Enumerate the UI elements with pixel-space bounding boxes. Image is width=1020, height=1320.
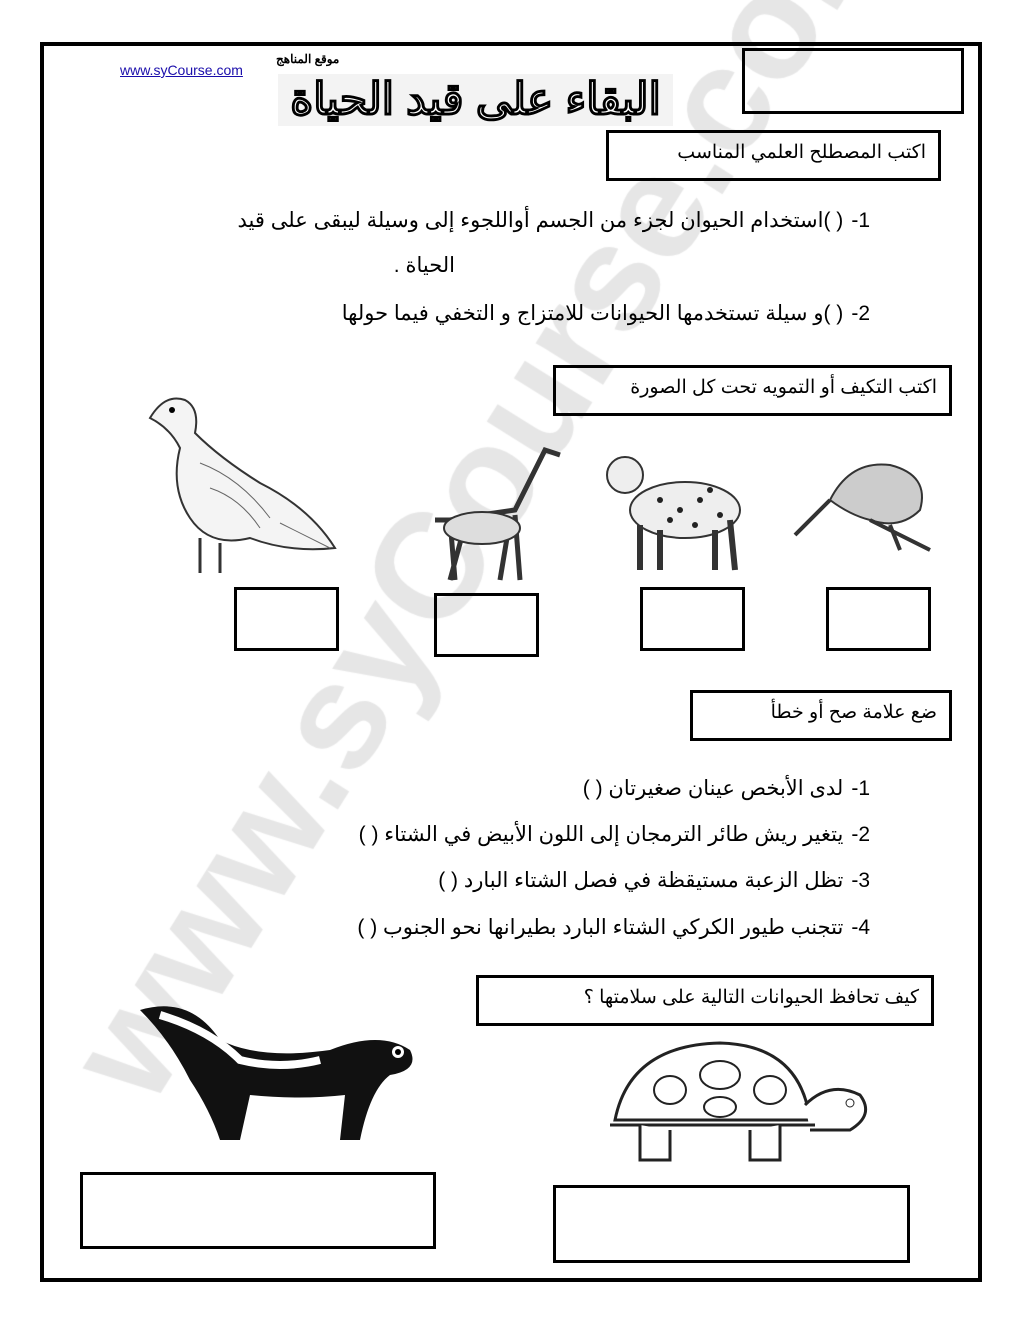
tf-item-4[interactable]	[357, 915, 870, 940]
answer-blank[interactable]: ( )	[823, 302, 844, 325]
item-number: 3-	[851, 869, 870, 892]
ptarmigan-image	[140, 388, 340, 580]
site-link[interactable]: www.syCourse.com	[120, 62, 243, 78]
item-text: تظل الزعبة مستيقظة في فصل الشتاء البارد ( )	[438, 869, 844, 892]
answer-blank[interactable]: ( )	[823, 209, 844, 232]
tf-item-3[interactable]	[438, 868, 870, 893]
term-item-1-continuation	[394, 253, 455, 278]
turtle-image	[600, 1035, 880, 1175]
tf-item-1[interactable]	[583, 776, 870, 801]
answer-box-turtle[interactable]	[553, 1185, 910, 1263]
worksheet-title: البقاء على قيد الحياة	[278, 74, 673, 126]
item-text: تتجنب طيور الكركي الشتاء البارد بطيرانها نحو الجنوب ( )	[357, 916, 844, 939]
giraffe-image	[420, 440, 570, 585]
item-text: الحياة .	[393, 254, 455, 277]
item-number: 2-	[851, 302, 870, 325]
item-number: 4-	[851, 916, 870, 939]
tf-item-2[interactable]	[359, 822, 870, 847]
item-text: استخدام الحيوان لجزء من الجسم أواللجوء إلى وسيلة ليبقى على قيد	[237, 209, 824, 232]
item-number: 1-	[851, 209, 870, 232]
answer-box-anteater[interactable]	[826, 587, 931, 651]
term-item-1	[238, 208, 870, 233]
item-text: لدى الأبخص عينان صغيرتان ( )	[582, 777, 844, 800]
section3-heading: ضع علامة صح أو خطأ	[690, 690, 952, 741]
leopard-image	[600, 445, 750, 575]
grade-box[interactable]	[742, 48, 964, 114]
answer-box-ptarmigan[interactable]	[234, 587, 339, 651]
answer-box-leopard[interactable]	[640, 587, 745, 651]
anteater-image	[790, 450, 940, 555]
section1-heading: اكتب المصطلح العلمي المناسب	[606, 130, 941, 181]
item-number: 1-	[851, 777, 870, 800]
site-label: موقع المناهج	[276, 52, 340, 66]
item-text: و سيلة تستخدمها الحيوانات للامتزاج و التخفي فيما حولها	[341, 302, 824, 325]
section2-heading: اكتب التكيف أو التمويه تحت كل الصورة	[553, 365, 952, 416]
item-text: يتغير ريش طائر الترمجان إلى اللون الأبيض في الشتاء ( )	[358, 823, 844, 846]
item-number: 2-	[851, 823, 870, 846]
section4-heading: كيف تحافظ الحيوانات التالية على سلامتها ؟	[476, 975, 934, 1026]
term-item-2	[342, 301, 870, 326]
answer-box-skunk[interactable]	[80, 1172, 436, 1249]
answer-box-giraffe[interactable]	[434, 593, 539, 657]
skunk-image	[130, 1000, 430, 1148]
